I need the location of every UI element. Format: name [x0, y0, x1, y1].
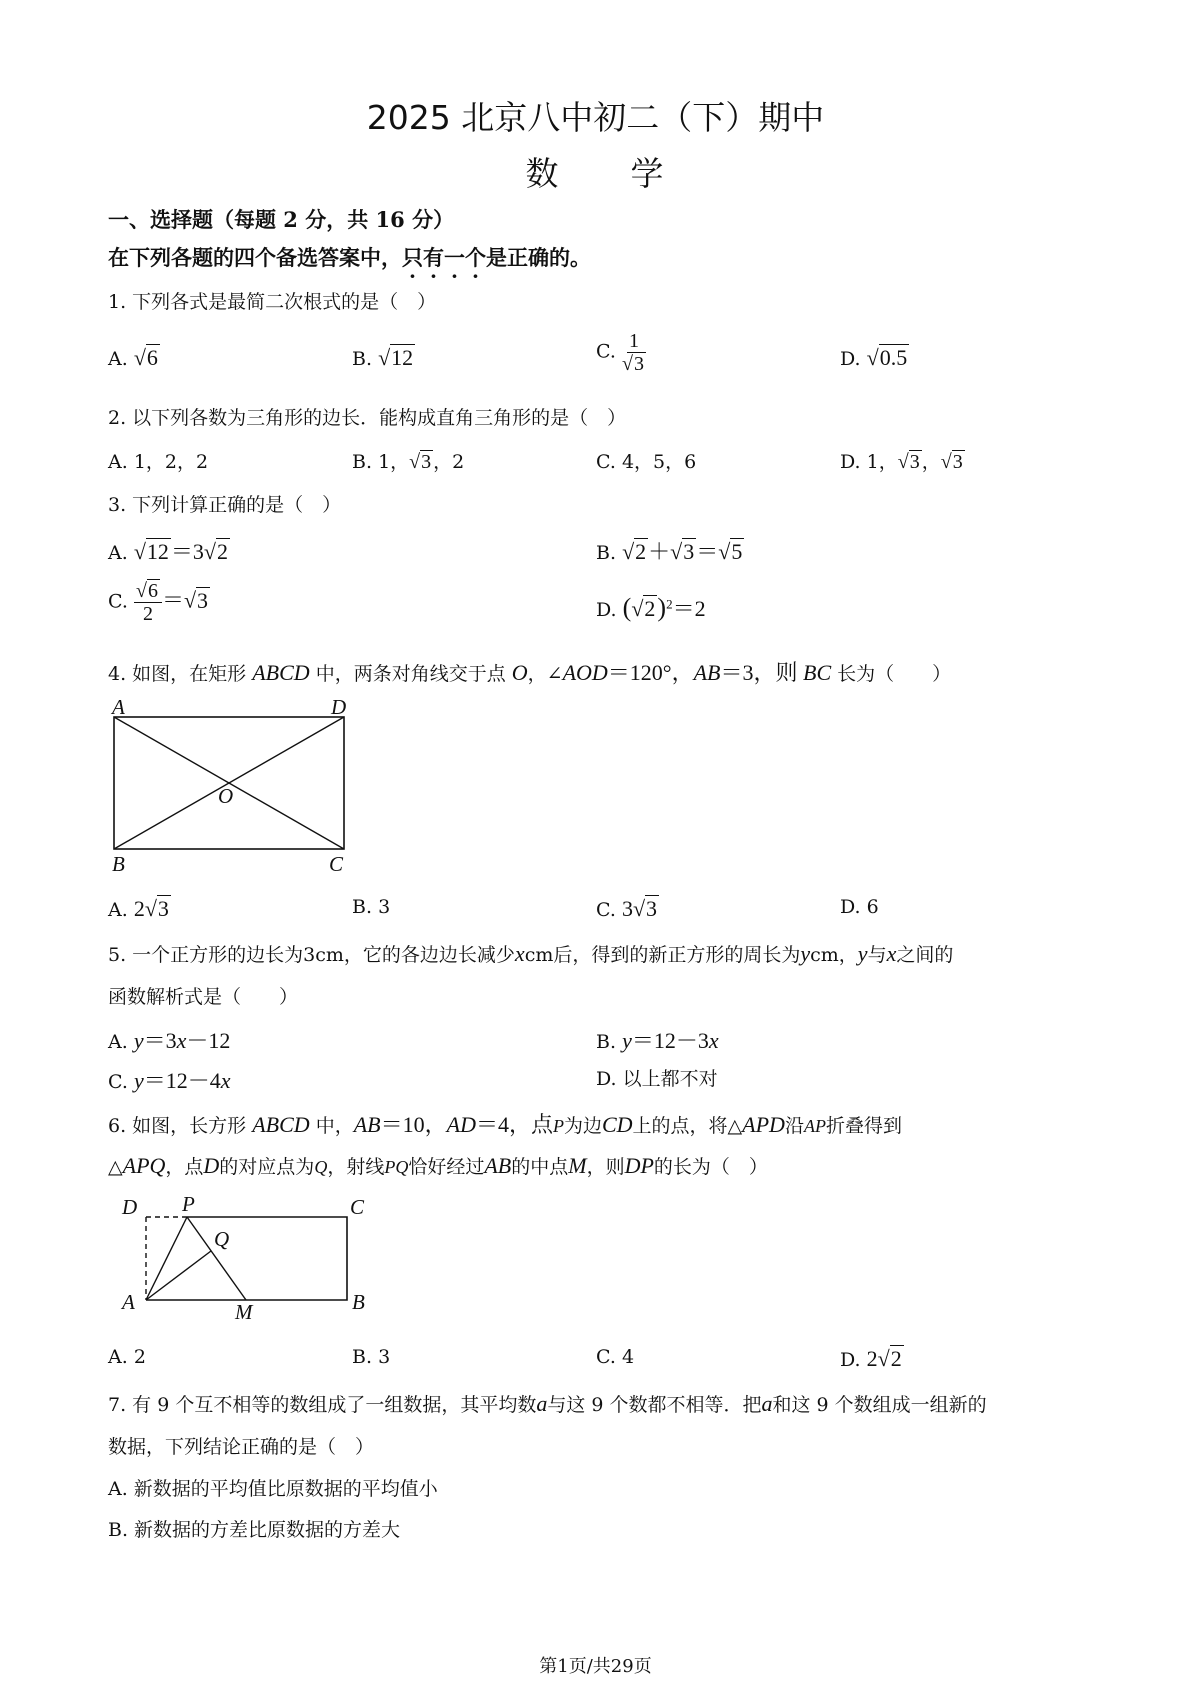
- section-heading: 一、选择题（每题 2 分，共 16 分）: [108, 207, 455, 232]
- q4-option-b[interactable]: B. 3: [352, 896, 391, 918]
- label-c: C: [350, 1195, 365, 1219]
- label-o: O: [218, 784, 234, 808]
- q6-stem-line2: △APQ，点D的对应点为Q，射线PQ恰好经过AB的中点M，则DP的长为（ ）: [108, 1153, 768, 1178]
- label-b: B: [112, 852, 125, 875]
- q3-option-a[interactable]: A. √12＝3√2: [108, 539, 228, 564]
- q2-option-c[interactable]: C. 4，5，6: [596, 451, 697, 473]
- q7-option-a[interactable]: A. 新数据的平均值比原数据的平均值小: [108, 1478, 438, 1500]
- segment-ap: [146, 1217, 187, 1300]
- label-m: M: [235, 1300, 253, 1324]
- q7-stem-line2: 数据，下列结论正确的是（ ）: [108, 1436, 375, 1458]
- q1-option-b[interactable]: B. √12: [352, 345, 414, 370]
- q6-rectangle-figure: [110, 1195, 380, 1325]
- q4-stem: 4. 如图，在矩形 ABCD 中，两条对角线交于点 O，∠AOD＝120°，AB＝3，则 BC 长为（ ）: [108, 660, 952, 685]
- q5-stem-line1: 5. 一个正方形的边长为3cm，它的各边边长减少xcm后，得到的新正方形的周长为ycm，y与x之间的: [108, 941, 954, 966]
- page-title: 2025 北京八中初二（下）期中: [366, 98, 825, 137]
- q4-rectangle-figure: [100, 695, 360, 875]
- label-c: C: [329, 852, 344, 875]
- label-d: D: [331, 695, 347, 719]
- q7-stem-line1: 7. 有 9 个互不相等的数组成了一组数据，其平均数a与这 9 个数都不相等．把a和这 9 个数组成一组新的: [108, 1391, 987, 1416]
- q6-option-b[interactable]: B. 3: [352, 1346, 391, 1368]
- label-p: P: [182, 1195, 195, 1216]
- q5-stem-line2: 函数解析式是（ ）: [108, 986, 299, 1008]
- subject-title: 数 学: [525, 154, 666, 193]
- q1-option-d[interactable]: D. √0.5: [840, 345, 908, 370]
- rect-sides: [146, 1217, 347, 1300]
- label-a: A: [122, 1290, 135, 1314]
- q5-option-c[interactable]: C. y＝12－4x: [108, 1068, 231, 1093]
- q1-stem: 1. 下列各式是最简二次根式的是（ ）: [108, 291, 437, 313]
- q2-option-a[interactable]: A. 1，2，2: [108, 451, 209, 473]
- q7-option-b[interactable]: B. 新数据的方差比原数据的方差大: [108, 1519, 401, 1541]
- page-number: 第1页/共29页: [539, 1656, 652, 1677]
- q1-option-a[interactable]: A. √6: [108, 345, 158, 370]
- q2-option-b[interactable]: B. 1，√3 ，2: [352, 451, 465, 473]
- q1-option-c[interactable]: C. $\frac{1}{√3}$: [596, 330, 644, 375]
- q3-option-d[interactable]: D. $(√2)^2=2$: [596, 593, 706, 622]
- label-a: A: [112, 695, 125, 719]
- label-b: B: [352, 1290, 365, 1314]
- q3-stem: 3. 下列计算正确的是（ ）: [108, 494, 342, 516]
- q4-option-c[interactable]: C. 3√3: [596, 896, 658, 921]
- q3-option-c[interactable]: C. $\frac{√6}{2}$ ＝√3: [108, 580, 209, 625]
- label-d: D: [122, 1195, 138, 1219]
- q6-stem-line1: 6. 如图，长方形 ABCD 中，AB＝10，AD＝4，点P为边CD上的点，将△APD沿AP折叠得到: [108, 1112, 902, 1137]
- segment-aq: [146, 1251, 211, 1300]
- q6-option-a[interactable]: A. 2: [108, 1346, 146, 1368]
- q5-option-a[interactable]: A. y＝3x－12: [108, 1028, 231, 1053]
- q2-option-d[interactable]: D. 1，√3 ，√3: [840, 451, 963, 473]
- q6-option-d[interactable]: D. 2√2: [840, 1346, 902, 1371]
- label-q: Q: [214, 1227, 230, 1251]
- q2-stem: 2. 以下列各数为三角形的边长．能构成直角三角形的是（ ）: [108, 407, 627, 429]
- q4-option-d[interactable]: D. 6: [840, 896, 879, 918]
- q5-option-d[interactable]: D. 以上都不对: [596, 1068, 718, 1090]
- q5-option-b[interactable]: B. y＝12－3x: [596, 1028, 719, 1053]
- q4-option-a[interactable]: A. 2√3: [108, 896, 169, 921]
- section-instruction: 在下列各题的四个备选答案中，只有一个是正确的。: [108, 245, 591, 270]
- q3-option-b[interactable]: B. √2＋√3＝√5: [596, 539, 743, 564]
- q6-option-c[interactable]: C. 4: [596, 1346, 635, 1368]
